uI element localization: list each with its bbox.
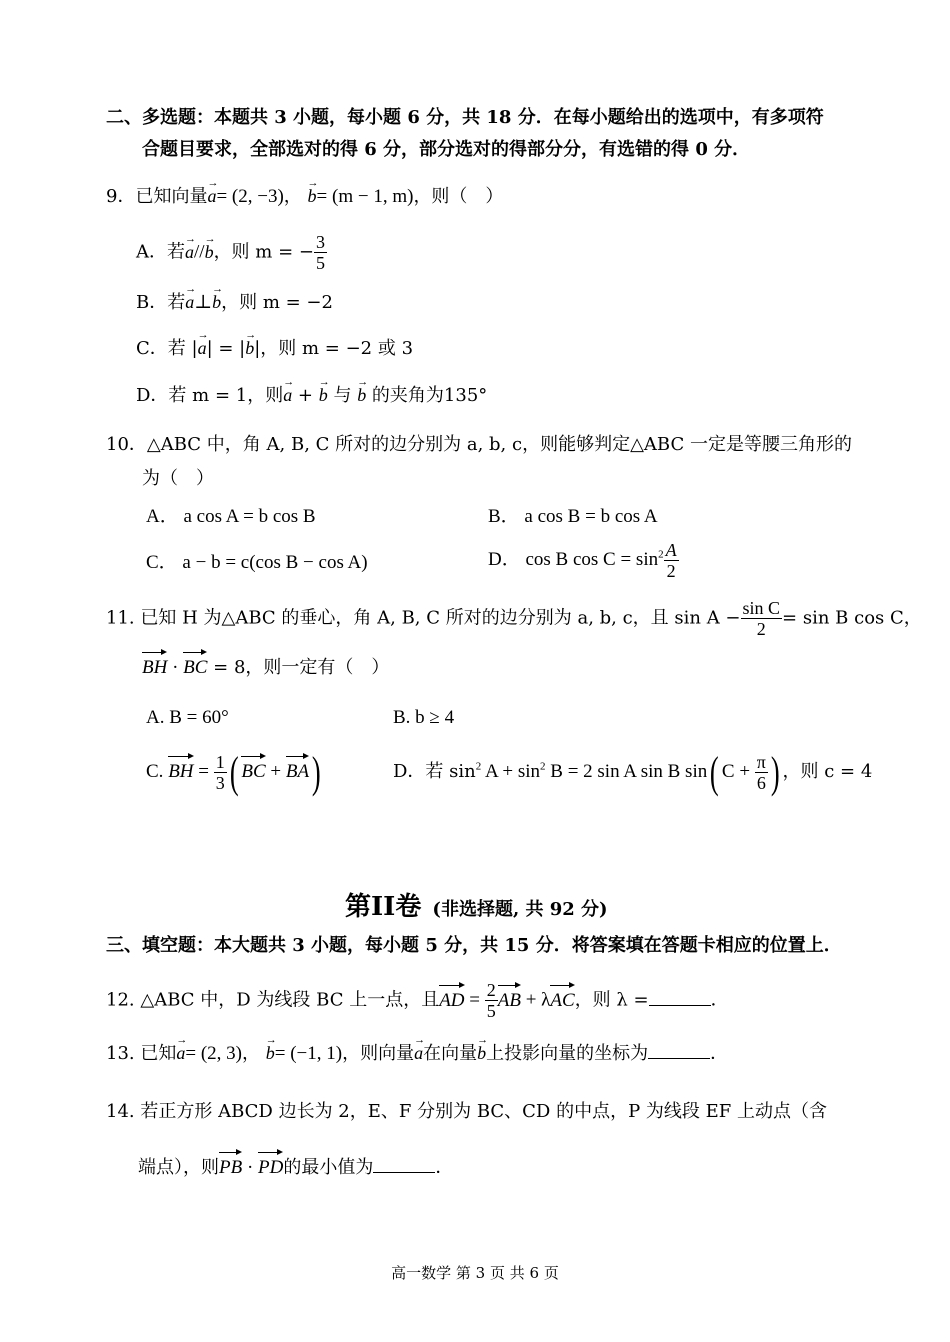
fraction <box>741 598 783 639</box>
part-2-title-main: 第II卷 <box>345 892 422 922</box>
q13-mid2: 在向量 <box>423 1043 478 1064</box>
q9-c-mid: | = | <box>206 338 246 359</box>
q11-c-label: C. <box>146 760 169 782</box>
denominator: 2 <box>756 619 766 639</box>
q9-suffix: ，则（ ） <box>413 186 504 207</box>
q13-b-value: = (−1, 1) <box>274 1043 343 1064</box>
q10-stem-cont: 为（ ） <box>142 468 214 489</box>
q13-mid1: ，则向量 <box>342 1043 415 1064</box>
q9-sep: ， <box>283 186 302 207</box>
denominator: 5 <box>486 1001 496 1021</box>
left-paren: ( <box>229 747 239 797</box>
question-11-stem <box>106 598 922 639</box>
q12-text: △ABC 中，D 为线段 BC 上一点，且 <box>140 989 440 1011</box>
denominator: 6 <box>756 773 766 793</box>
vector-a: → a <box>176 1041 185 1065</box>
vector-b: → b <box>477 1041 486 1065</box>
vector-b: → b <box>245 336 254 360</box>
q11-option-b: B. b ≥ 4 <box>393 707 455 728</box>
q9-a-label: A．若 <box>136 241 185 263</box>
vector-a: → a <box>185 290 194 314</box>
vector-b: → b <box>266 1041 275 1065</box>
q9-d-tail: 的夹角为135° <box>366 385 488 406</box>
q11-option-a: A. B = 60° <box>146 707 229 728</box>
answer-blank[interactable] <box>648 1040 710 1059</box>
dot-sign: · <box>242 1157 259 1178</box>
q12-number: 12. <box>106 989 135 1011</box>
vector-pd: PD <box>258 1157 284 1178</box>
q9-number: 9． <box>106 186 136 207</box>
q10-line1: △ABC 中，角 A, B, C 所对的边分别为 a, b, c，则能够判定△ABC 一定是等腰三角形的 <box>146 434 852 455</box>
plus-sign: + <box>292 385 319 406</box>
q9-option-c <box>136 336 413 361</box>
q11-line1-a: 已知 H 为△ABC 的垂心，角 A, B, C 所对的边分别为 a, b, c，且 sin A − <box>140 607 741 629</box>
q9-b-value: = (m − 1, m) <box>316 186 414 207</box>
q10-d-prefix: D． cos B cos C = sin <box>488 548 659 570</box>
q14-end: ． <box>435 1157 454 1178</box>
plus-lambda: + λ <box>520 989 551 1011</box>
page-footer: 高一数学 第 3 页 共 6 页 <box>391 1264 559 1282</box>
perpendicular-sign: ⊥ <box>194 292 213 313</box>
fraction <box>755 752 768 793</box>
q9-option-a <box>136 232 327 273</box>
vector-a: → a <box>207 184 216 208</box>
q11-d-c: B = 2 sin A sin B sin <box>545 760 708 782</box>
question-14 <box>106 1100 827 1124</box>
q9-c-then: |，则 m = −2 或 3 <box>254 338 414 359</box>
q9-d-with: 与 <box>327 385 358 406</box>
equals-sign: = <box>464 989 485 1011</box>
vector-bh: BH <box>168 760 194 782</box>
q11-number: 11. <box>106 607 135 629</box>
superscript: 2 <box>540 760 546 773</box>
vector-b: → b <box>205 240 214 264</box>
vector-a: → a <box>283 383 292 407</box>
vector-b: → b <box>308 184 317 208</box>
q10-option-c: C． a − b = c(cos B − cos A) <box>146 552 368 573</box>
q11-stem-cont <box>142 656 389 680</box>
fraction <box>664 540 679 581</box>
q13-mid3: 上投影向量的坐标为 <box>486 1043 649 1064</box>
q14-line2-b: 的最小值为 <box>283 1157 374 1178</box>
part-2-title-sub: (非选择题, 共 92 分) <box>432 899 608 920</box>
numerator: 2 <box>486 980 496 1000</box>
superscript: 2 <box>658 548 664 561</box>
part-2-title <box>345 886 608 923</box>
q9-option-d <box>136 383 487 408</box>
answer-blank[interactable] <box>373 1154 435 1173</box>
denominator: 3 <box>215 773 225 793</box>
question-13 <box>106 1040 728 1066</box>
vector-ba: BA <box>285 760 310 782</box>
question-12 <box>106 980 729 1021</box>
vector-ac: AC <box>550 989 575 1011</box>
q9-prefix: 已知向量 <box>135 186 208 207</box>
q11-d-e: ，则 c = 4 <box>782 760 873 782</box>
equals-sign: = <box>193 760 214 782</box>
denominator: 5 <box>315 253 325 273</box>
answer-blank[interactable] <box>649 987 711 1006</box>
q13-number: 13. <box>106 1043 135 1064</box>
q13-text: 已知 <box>140 1043 177 1064</box>
q9-a-then: ，则 m = − <box>213 241 314 263</box>
q11-option-c <box>146 747 324 797</box>
q14-number: 14. <box>106 1101 135 1122</box>
right-paren: ) <box>312 747 321 797</box>
q12-tail: ，则 λ = <box>574 989 649 1011</box>
q12-end: ． <box>710 989 729 1011</box>
q13-end: ． <box>710 1043 729 1064</box>
q9-d-label: D．若 m = 1，则 <box>136 385 284 406</box>
fraction <box>485 980 498 1021</box>
left-paren: ( <box>710 747 719 797</box>
fraction <box>214 752 227 793</box>
section-3-heading: 三、填空题：本大题共 3 小题，每小题 5 分，共 15 分．将答案填在答题卡相应的位置上． <box>106 935 842 956</box>
numerator: 1 <box>215 752 225 772</box>
vector-bc: BC <box>183 657 208 678</box>
question-9-stem <box>106 184 503 209</box>
numerator: 3 <box>315 232 325 252</box>
numerator: A <box>665 540 677 560</box>
vector-ab: AB <box>497 989 521 1011</box>
dot-sign: · <box>167 657 184 678</box>
q10-option-d <box>488 540 679 581</box>
q10-option-a: A． a cos A = b cos B <box>146 506 316 527</box>
q11-line2-tail: = 8，则一定有（ ） <box>207 657 390 678</box>
vector-a: → a <box>185 240 194 264</box>
vector-b: → b <box>212 290 221 314</box>
vector-a: → a <box>414 1041 423 1065</box>
vector-b: → b <box>357 383 366 407</box>
vector-ad: AD <box>439 989 465 1011</box>
q10-number: 10． <box>106 434 147 455</box>
q11-line1-b: = sin B cos C， <box>782 607 922 629</box>
q9-c-label: C．若 | <box>136 338 198 359</box>
fraction <box>314 232 327 273</box>
denominator: 2 <box>666 561 676 581</box>
vector-pb: PB <box>219 1157 243 1178</box>
section-2-heading: 二、多选题：本题共 3 小题，每小题 6 分，共 18 分．在每小题给出的选项中，有多项符 <box>106 107 824 128</box>
q14-line2-a: 端点），则 <box>138 1157 219 1178</box>
vector-bc: BC <box>241 760 266 782</box>
section-2-heading-cont: 合题目要求，全部选对的得 6 分，部分选对的得部分分，有选错的得 0 分． <box>142 139 751 160</box>
superscript: 2 <box>475 760 482 773</box>
q9-b-then: ，则 m = −2 <box>221 292 333 313</box>
numerator: π <box>756 752 766 772</box>
parallel-sign: // <box>194 241 205 263</box>
q11-d-a: D．若 sin <box>393 760 476 782</box>
vector-b: → b <box>319 383 328 407</box>
right-paren: ) <box>770 747 780 797</box>
numerator: sin C <box>742 598 781 618</box>
q10-option-b: B． a cos B = b cos A <box>488 506 658 527</box>
q9-a-value: = (2, −3) <box>216 186 284 207</box>
vector-bh: BH <box>142 657 168 678</box>
q11-d-b: A + sin <box>481 760 541 782</box>
q13-sep: ， <box>242 1043 260 1064</box>
q13-a-value: = (2, 3) <box>185 1043 242 1064</box>
q11-option-d <box>393 747 873 797</box>
question-10-stem <box>106 433 852 457</box>
q9-b-label: B．若 <box>136 292 186 313</box>
q9-option-b <box>136 290 333 315</box>
question-14-cont <box>138 1154 453 1180</box>
plus-sign: + <box>265 760 286 782</box>
q14-line1: 若正方形 ABCD 边长为 2，E、F 分别为 BC、CD 的中点，P 为线段 EF 上动点（含 <box>140 1101 827 1122</box>
vector-a: → a <box>198 336 207 360</box>
q11-d-d: C + <box>721 760 755 782</box>
